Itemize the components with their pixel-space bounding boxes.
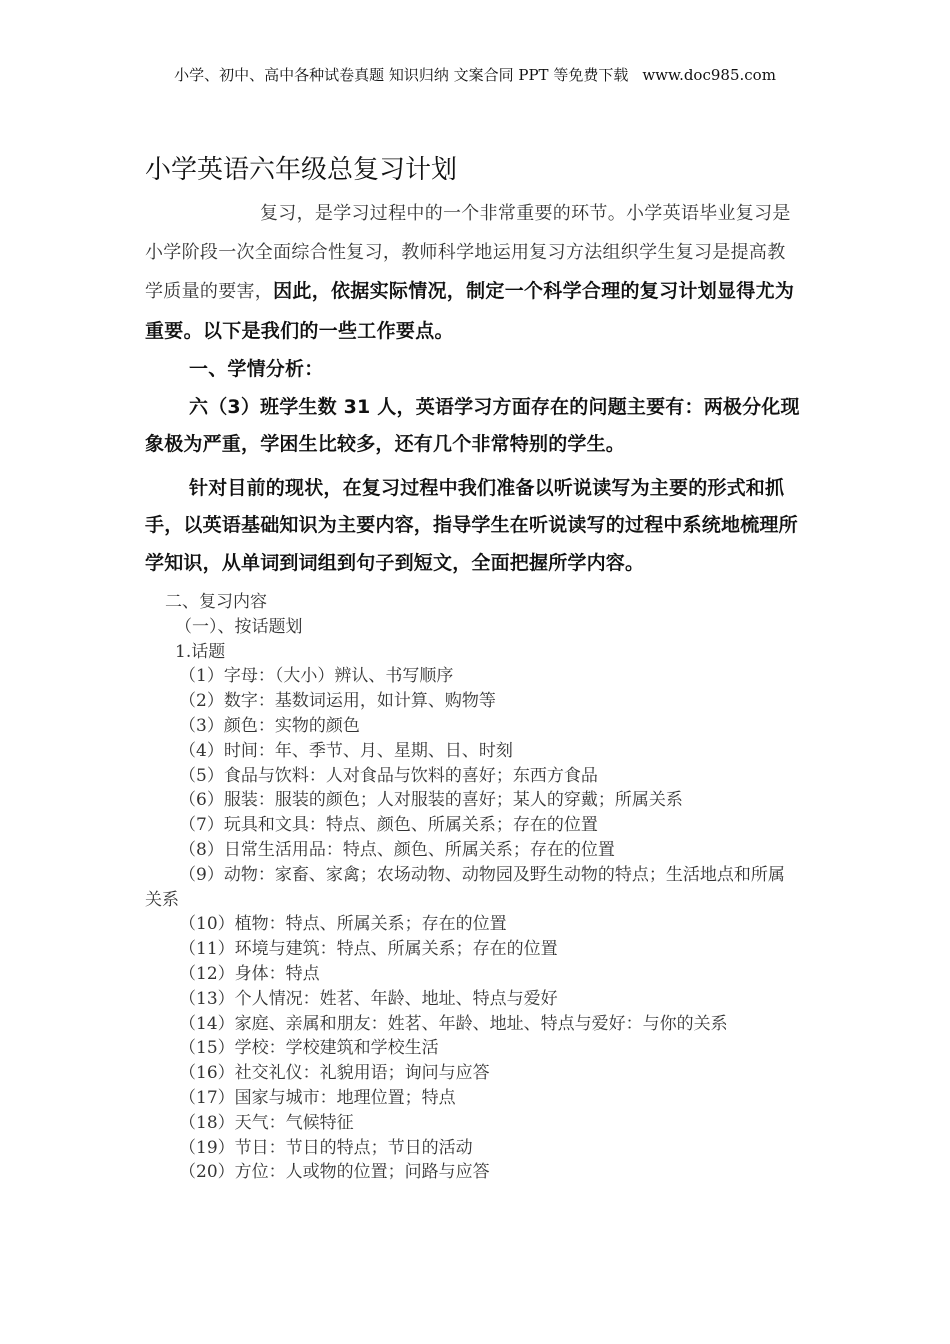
topic-item: （16）社交礼仪：礼貌用语；询问与应答 [179, 1063, 490, 1084]
topic-item: （20）方位：人或物的位置；问路与应答 [179, 1162, 490, 1183]
topic-item: （9）动物：家畜、家禽；农场动物、动物园及野生动物的特点；生活地点和所属关系 [145, 864, 785, 910]
intro-paragraph [145, 195, 800, 351]
topic-item: （4）时间：年、季节、月、星期、日、时刻 [179, 740, 513, 761]
topic-item: （14）家庭、亲属和朋友：姓茗、年龄、地址、特点与爱好：与你的关系 [179, 1013, 728, 1034]
intro-bold-text: 因此，依据实际情况，制定一个科学合理的复习计划显得尤为重要。以下是我们的一些工作要点。 [145, 280, 795, 342]
topic-item: （10）植物：特点、所属关系；存在的位置 [179, 914, 507, 935]
strategy-paragraph: 针对目前的现状，在复习过程中我们准备以听说读写为主要的形式和抓手，以英语基础知识为主要内容，指导学生在听说读写的过程中系统地梳理所学知识，从单词到词组到句子到短文，全面把握所学内容。 [145, 476, 798, 574]
topic-item: （17）国家与城市：地理位置；特点 [179, 1087, 456, 1108]
header-site-url: www.doc985.com [642, 66, 776, 84]
analysis-paragraph: 六（3）班学生数 31 人，英语学习方面存在的问题主要有：两极分化现象极为严重，学困生比较多，还有几个非常特别的学生。 [145, 395, 800, 455]
intro-plain-text: 复习，是学习过程中的一个非常重要的环节。小学英语毕业复习是小学阶段一次全面综合性复习，教师科学地运用复习方法组织学生复习是提高教学质量的要害， [145, 203, 791, 302]
document-body [145, 150, 800, 1185]
topic-item: （2）数字：基数词运用，如计算、购物等 [179, 691, 496, 712]
topic-item: （5）食品与饮料：人对食品与饮料的喜好；东西方食品 [179, 765, 598, 786]
page-header [0, 64, 950, 85]
topic-list [145, 664, 800, 1185]
topic-item: （15）学校：学校建筑和学校生活 [179, 1038, 439, 1059]
topic-item: （13）个人情况：姓茗、年龄、地址、特点与爱好 [179, 988, 558, 1009]
topic-item: （7）玩具和文具：特点、颜色、所属关系；存在的位置 [179, 815, 598, 836]
subsection-heading: （一）、按话题划 [175, 616, 303, 637]
review-outline [145, 590, 800, 1185]
topic-item: （3）颜色：实物的颜色 [179, 715, 360, 736]
document-title: 小学英语六年级总复习计划 [145, 155, 458, 185]
topic-item: （18）天气：气候特征 [179, 1112, 354, 1133]
section-heading-content: 二、复习内容 [165, 592, 267, 612]
topic-item: （11）环境与建筑：特点、所属关系；存在的位置 [179, 939, 558, 960]
topic-item: （8）日常生活用品：特点、颜色、所属关系；存在的位置 [179, 839, 615, 860]
topic-item: （12）身体：特点 [179, 963, 320, 984]
header-text: 小学、初中、高中各种试卷真题 知识归纳 文案合同 PPT 等免费下载 [174, 66, 629, 84]
topic-item: （6）服装：服装的颜色；人对服装的喜好；某人的穿戴；所属关系 [179, 790, 683, 811]
topic-heading: 1.话题 [175, 641, 226, 662]
topic-item: （19）节日：节日的特点；节日的活动 [179, 1137, 473, 1158]
topic-item: （1）字母：（大小）辨认、书写顺序 [179, 666, 454, 687]
section-heading-analysis: 一、学情分析： [189, 358, 324, 380]
